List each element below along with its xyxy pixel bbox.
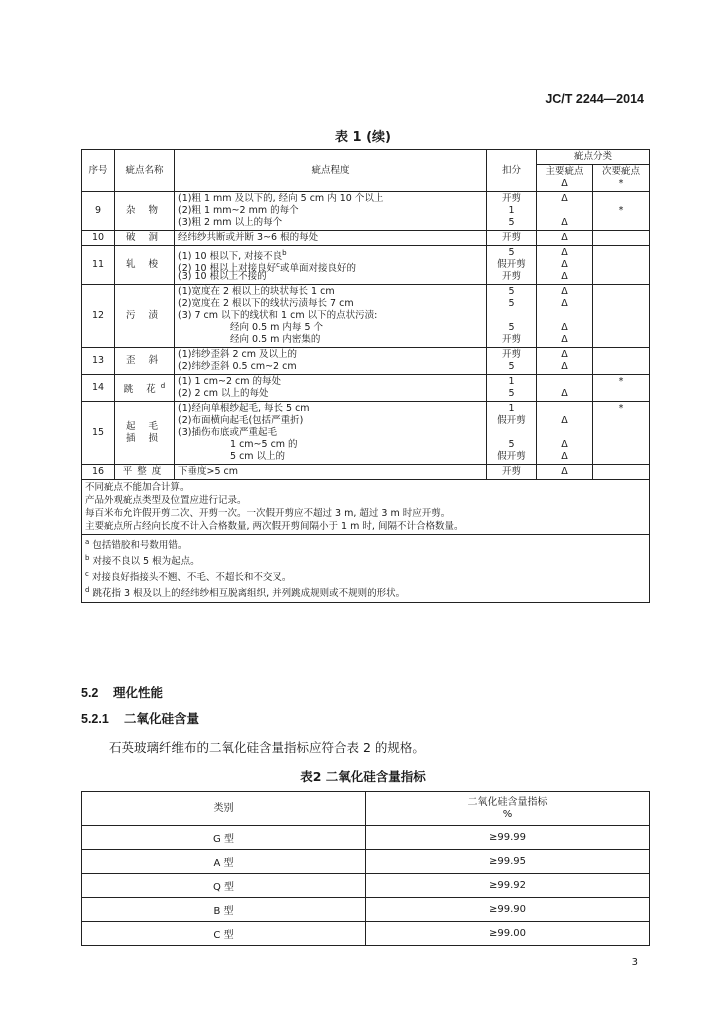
minor-cell: [593, 231, 650, 246]
major-mark: Δ: [561, 298, 568, 309]
deduct-text: 假开剪: [497, 451, 526, 462]
degree-cell: [175, 465, 487, 480]
table-notes: [82, 480, 650, 535]
minor-mark: [596, 388, 646, 400]
defect-name: 杂 物: [125, 205, 164, 216]
major-mark: Δ: [561, 217, 568, 228]
degree-text: (3)插伤布底或严重起毛: [178, 427, 277, 438]
table-footnotes: [82, 535, 650, 603]
minor-mark: *: [618, 205, 624, 216]
deduct-text: [490, 310, 533, 322]
minor-mark: [596, 217, 646, 229]
degree-text: (2)布面横向起毛(包括严重折): [178, 415, 304, 426]
header-silica: 二氧化硅含量指标 %: [366, 792, 650, 826]
major-mark: Δ: [561, 388, 568, 399]
seq-cell: [82, 246, 115, 285]
deduct-text: 假开剪: [497, 415, 526, 426]
degree-text: 或单面对接良好的: [279, 263, 356, 275]
major-cell: [537, 246, 593, 285]
major-cell: [537, 348, 593, 375]
defect-name: 污 渍: [125, 310, 164, 321]
minor-mark: [596, 259, 646, 271]
deduct-text: 5: [508, 286, 515, 297]
seq-text: 12: [91, 310, 105, 321]
seq-cell: [82, 348, 115, 375]
deduct-text: 开剪: [501, 193, 521, 204]
section-heading-5-2-1: 5.2.1 二氧化硅含量: [81, 711, 200, 726]
table-row: [82, 246, 650, 285]
deduct-text: 5: [508, 322, 515, 333]
defect-name: 起 毛: [125, 421, 164, 432]
minor-cell: [593, 192, 650, 231]
minor-mark: [596, 298, 646, 310]
deduct-text: 开剪: [501, 334, 521, 345]
minor-mark: [596, 286, 646, 298]
minor-cell: [593, 465, 650, 480]
defect-name: 破 洞: [125, 232, 164, 243]
degree-text: 经向 0.5 m 内每 5 个: [230, 322, 324, 333]
seq-cell: [82, 231, 115, 246]
table-row: [82, 922, 650, 946]
minor-mark: [596, 415, 646, 427]
table-row: [82, 285, 650, 348]
deduct-cell: [487, 192, 537, 231]
minor-mark: [596, 361, 646, 373]
header-class: 疵点分类: [537, 150, 650, 165]
deduct-text: 5: [508, 388, 515, 399]
deduct-cell: [487, 246, 537, 285]
table-row: [82, 465, 650, 480]
defect-name: 轧 梭: [125, 259, 164, 270]
major-cell: [537, 192, 593, 231]
name-cell: [115, 375, 175, 402]
minor-mark: [596, 271, 646, 283]
minor-cell: [593, 348, 650, 375]
degree-line: [178, 466, 483, 478]
header-name: 疵点名称: [115, 150, 175, 192]
degree-line: [178, 388, 483, 400]
degree-line: [178, 205, 483, 217]
degree-cell: [175, 246, 487, 285]
deduct-cell: [487, 285, 537, 348]
minor-cell: [593, 285, 650, 348]
footnote-mark: d: [160, 381, 166, 390]
degree-text: (1)经向单根纱起毛, 每长 5 cm: [178, 403, 310, 414]
degree-line: [178, 259, 483, 275]
major-mark: Δ: [561, 415, 568, 426]
degree-text: (3) 7 cm 以下的线状和 1 cm 以下的点状污渍:: [178, 310, 378, 321]
footnote-mark: c: [276, 261, 280, 269]
seq-text: 10: [91, 232, 105, 243]
degree-line: [178, 322, 483, 334]
seq-text: 9: [94, 205, 102, 216]
defect-name: 歪 斜: [125, 355, 164, 366]
major-mark: Δ: [561, 361, 568, 372]
degree-cell: [175, 285, 487, 348]
seq-text: 15: [91, 427, 105, 438]
degree-line: [178, 247, 483, 263]
table-row: [82, 402, 650, 465]
deduct-text: 开剪: [501, 349, 521, 360]
major-mark: Δ: [561, 322, 568, 333]
type-cell: A 型: [82, 850, 366, 874]
degree-cell: [175, 348, 487, 375]
table-row: [82, 192, 650, 231]
degree-text: (1)粗 1 mm 及以下的, 经向 5 cm 内 10 个以上: [178, 193, 384, 204]
degree-line: [178, 361, 483, 373]
table2-caption: 表2 二氧化硅含量指标: [300, 769, 426, 784]
header-degree: 疵点程度: [175, 150, 487, 192]
footnote: $^d$ 跳花指 3 根及以上的经纬纱相互脱离组织, 并列跳成规则或不规则的形状。: [85, 586, 406, 600]
seq-cell: [82, 375, 115, 402]
degree-text: (3)粗 2 mm 以上的每个: [178, 217, 283, 228]
degree-cell: [175, 231, 487, 246]
note-line: 不同疵点不能加合计算。: [85, 482, 190, 493]
deduct-text: 开剪: [501, 466, 521, 477]
minor-mark: [596, 247, 646, 259]
degree-cell: [175, 402, 487, 465]
defect-name: 平整度: [122, 466, 167, 477]
header-minor: 次要疵点 *: [593, 165, 650, 192]
deduct-cell: [487, 231, 537, 246]
deduct-text: 假开剪: [497, 259, 526, 270]
header-major: 主要疵点 Δ: [537, 165, 593, 192]
seq-text: 16: [91, 466, 105, 477]
seq-cell: [82, 465, 115, 480]
major-mark: Δ: [561, 271, 568, 282]
minor-mark: [596, 334, 646, 346]
silica-table: [81, 791, 650, 946]
degree-text: (1) 10 根以下, 对接不良: [178, 251, 283, 263]
major-mark: Δ: [561, 286, 568, 297]
note-line: 每百米布允许假开剪二次、开剪一次。一次假开剪应不超过 3 m, 超过 3 m 时应开剪。: [85, 508, 451, 519]
type-cell: B 型: [82, 898, 366, 922]
deduct-text: 5: [508, 361, 515, 372]
deduct-cell: [487, 375, 537, 402]
body-paragraph: 石英玻璃纤维布的二氧化硅含量指标应符合表 2 的规格。: [109, 740, 425, 755]
value-cell: ≥99.95: [366, 850, 650, 874]
degree-line: [178, 298, 483, 310]
standard-code: JC/T 2244—2014: [545, 92, 644, 106]
type-cell: Q 型: [82, 874, 366, 898]
seq-cell: [82, 402, 115, 465]
footnote: $^b$ 对接不良以 5 根为起点。: [85, 554, 200, 568]
minor-mark: [596, 349, 646, 361]
defect-name: 跳 花: [123, 384, 161, 396]
degree-text: (2)粗 1 mm~2 mm 的每个: [178, 205, 299, 216]
type-cell: G 型: [82, 826, 366, 850]
minor-mark: [596, 451, 646, 463]
minor-mark: [596, 439, 646, 451]
table-row: [82, 874, 650, 898]
minor-mark: [596, 427, 646, 439]
footnote-mark: b: [282, 249, 287, 257]
minor-cell: [593, 402, 650, 465]
major-mark: [540, 403, 589, 415]
name-cell: [115, 231, 175, 246]
degree-text: 下垂度>5 cm: [178, 466, 239, 477]
major-mark: [540, 205, 589, 217]
major-mark: [540, 427, 589, 439]
degree-line: [178, 376, 483, 388]
footnote: $^c$ 对接良好指接头不翘、不毛、不超长和不交叉。: [85, 570, 292, 584]
value-cell: ≥99.99: [366, 826, 650, 850]
table-row: [82, 348, 650, 375]
page-number: 3: [631, 957, 638, 968]
degree-text: (2)宽度在 2 根以下的线状污渍每长 7 cm: [178, 298, 354, 309]
degree-text: (1)宽度在 2 根以上的块状每长 1 cm: [178, 286, 335, 297]
deduct-text: 5: [508, 247, 515, 258]
degree-line: [178, 451, 483, 463]
deduct-cell: [487, 348, 537, 375]
degree-line: [178, 286, 483, 298]
degree-line: [178, 334, 483, 346]
major-mark: Δ: [561, 259, 568, 270]
degree-line: [178, 232, 483, 244]
minor-mark: *: [618, 376, 624, 387]
value-cell: ≥99.92: [366, 874, 650, 898]
deduct-text: 5: [508, 439, 515, 450]
deduct-text: 1: [508, 403, 515, 414]
name-cell: [115, 402, 175, 465]
degree-line: [178, 310, 483, 322]
deduct-cell: [487, 402, 537, 465]
major-mark: Δ: [561, 466, 568, 477]
major-mark: Δ: [561, 232, 568, 243]
degree-text: 1 cm~5 cm 的: [230, 439, 298, 450]
defects-table: [81, 149, 650, 603]
name-cell: [115, 348, 175, 375]
major-cell: [537, 285, 593, 348]
table1-caption: 表 1 (续): [335, 130, 391, 145]
degree-line: [178, 439, 483, 451]
major-mark: Δ: [561, 451, 568, 462]
header-seq: 序号: [82, 150, 115, 192]
degree-text: (2)纬纱歪斜 0.5 cm~2 cm: [178, 361, 297, 372]
seq-text: 13: [91, 355, 105, 366]
degree-text: (2) 2 cm 以上的每处: [178, 388, 269, 399]
table-row: [82, 231, 650, 246]
deduct-text: 1: [508, 376, 515, 387]
degree-line: [178, 349, 483, 361]
deduct-text: 开剪: [501, 271, 521, 282]
header-category: 类别: [82, 792, 366, 826]
deduct-text: 5: [508, 217, 515, 228]
major-cell: [537, 465, 593, 480]
major-mark: [540, 310, 589, 322]
minor-mark: [596, 310, 646, 322]
degree-line: [178, 415, 483, 427]
deduct-text: 开剪: [501, 232, 521, 243]
degree-text: (2) 10 根以上对接良好: [178, 263, 277, 275]
defect-name: 插 损: [125, 433, 164, 444]
minor-cell: [593, 246, 650, 285]
name-cell: [115, 246, 175, 285]
seq-text: 11: [91, 259, 105, 270]
major-mark: Δ: [561, 193, 568, 204]
major-cell: [537, 231, 593, 246]
major-mark: Δ: [561, 349, 568, 360]
name-cell: [115, 465, 175, 480]
value-cell: ≥99.90: [366, 898, 650, 922]
major-mark: Δ: [561, 247, 568, 258]
major-mark: [540, 376, 589, 388]
degree-line: [178, 403, 483, 415]
minor-mark: [596, 232, 646, 244]
note-line: 主要疵点所占经向长度不计入合格数量, 两次假开剪间隔小于 1 m 时, 间隔不计合格数量。: [85, 521, 464, 532]
footnote: $^a$ 包括错胶和号数用错。: [85, 538, 188, 552]
minor-mark: *: [618, 403, 624, 414]
deduct-cell: [487, 465, 537, 480]
deduct-text: 5: [508, 298, 515, 309]
table-row: [82, 850, 650, 874]
major-mark: Δ: [561, 334, 568, 345]
degree-text: 5 cm 以上的: [230, 451, 286, 462]
degree-cell: [175, 192, 487, 231]
name-cell: [115, 285, 175, 348]
deduct-text: [490, 427, 533, 439]
degree-line: [178, 427, 483, 439]
major-mark: Δ: [561, 439, 568, 450]
minor-mark: [596, 466, 646, 478]
note-line: 产品外观疵点类型及位置应进行记录。: [85, 495, 247, 506]
degree-text: (3) 10 根以上不接的: [178, 271, 267, 282]
seq-cell: [82, 192, 115, 231]
minor-cell: [593, 375, 650, 402]
defects-table-body: [82, 192, 650, 480]
degree-text: (1)纬纱歪斜 2 cm 及以上的: [178, 349, 298, 360]
deduct-text: 1: [508, 205, 515, 216]
degree-cell: [175, 375, 487, 402]
minor-mark: [596, 322, 646, 334]
table-row: [82, 375, 650, 402]
type-cell: C 型: [82, 922, 366, 946]
degree-text: 经向 0.5 m 内密集的: [230, 334, 321, 345]
section-heading-5-2: 5.2 理化性能: [81, 685, 164, 700]
degree-text: (1) 1 cm~2 cm 的每处: [178, 376, 282, 387]
value-cell: ≥99.00: [366, 922, 650, 946]
degree-text: 经纬纱共断或并断 3~6 根的每处: [178, 232, 319, 243]
seq-cell: [82, 285, 115, 348]
minor-mark: [596, 193, 646, 205]
table-row: [82, 826, 650, 850]
header-deduct: 扣分: [487, 150, 537, 192]
seq-text: 14: [91, 382, 105, 393]
major-cell: [537, 375, 593, 402]
major-cell: [537, 402, 593, 465]
table-row: [82, 898, 650, 922]
name-cell: [115, 192, 175, 231]
degree-line: [178, 193, 483, 205]
degree-line: [178, 217, 483, 229]
